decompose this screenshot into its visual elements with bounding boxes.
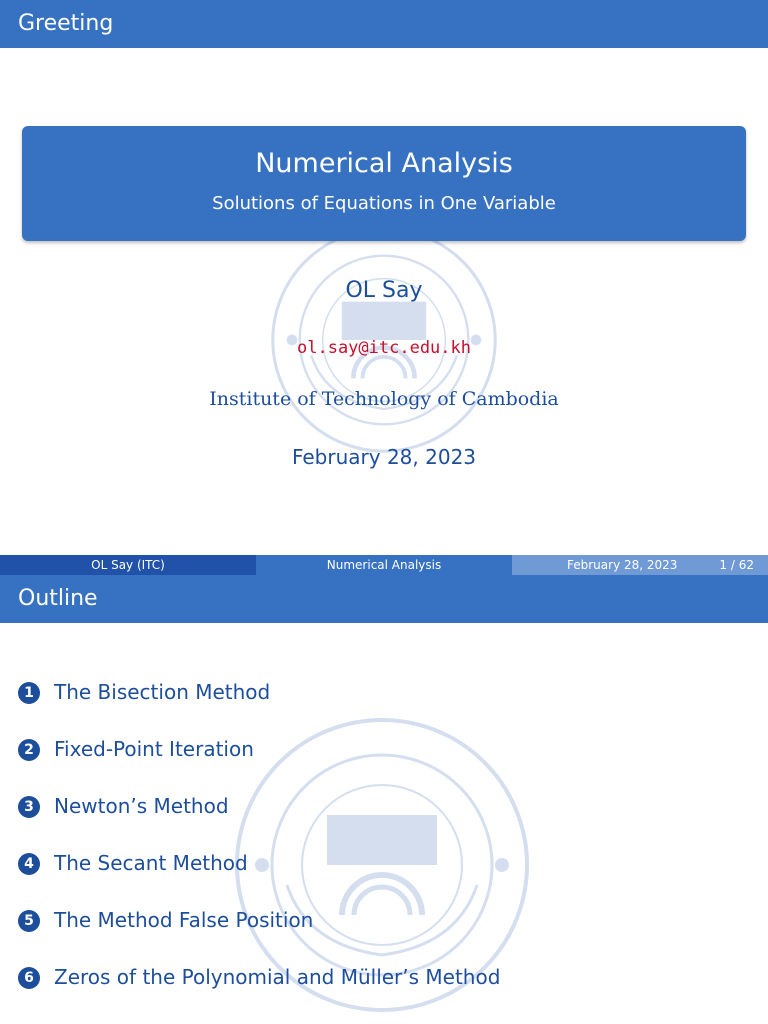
item-number-badge: 3 (18, 796, 40, 818)
institute-name: Institute of Technology of Cambodia (209, 388, 559, 410)
item-label: The Bisection Method (54, 680, 271, 704)
outline-item[interactable] (18, 851, 500, 908)
item-number-badge: 4 (18, 853, 40, 875)
footer-date: February 28, 2023 (567, 558, 678, 572)
outline-slide (0, 575, 768, 1024)
footer-page-number: 1 / 62 (719, 558, 754, 572)
outline-item[interactable] (18, 965, 500, 1022)
outline-item[interactable] (18, 908, 500, 965)
item-number-badge: 1 (18, 682, 40, 704)
item-label: Fixed-Point Iteration (54, 737, 254, 761)
presentation-date: February 28, 2023 (291, 445, 477, 469)
item-label: The Method False Position (54, 908, 314, 932)
item-label: Newton’s Method (54, 794, 229, 818)
item-number-badge: 5 (18, 910, 40, 932)
footer-bar (0, 555, 768, 575)
footer-date-page (512, 555, 768, 575)
title-block (22, 126, 746, 241)
author-name: OL Say (345, 278, 423, 303)
item-label: The Secant Method (54, 851, 248, 875)
item-number-badge: 2 (18, 739, 40, 761)
outline-list (18, 680, 500, 1022)
item-label: Zeros of the Polynomial and Müller’s Method (54, 965, 501, 989)
presentation-title: Numerical Analysis (255, 148, 513, 179)
footer-author: OL Say (ITC) (0, 555, 256, 575)
author-email[interactable]: ol.say@itc.edu.kh (297, 338, 471, 358)
outline-item[interactable] (18, 680, 500, 737)
frame-title: Greeting (0, 0, 768, 48)
presentation-subtitle: Solutions of Equations in One Variable (212, 193, 556, 214)
footer-title: Numerical Analysis (256, 555, 512, 575)
outline-item[interactable] (18, 737, 500, 794)
outline-item[interactable] (18, 794, 500, 851)
item-number-badge: 6 (18, 967, 40, 989)
frame-title: Outline (0, 575, 768, 623)
